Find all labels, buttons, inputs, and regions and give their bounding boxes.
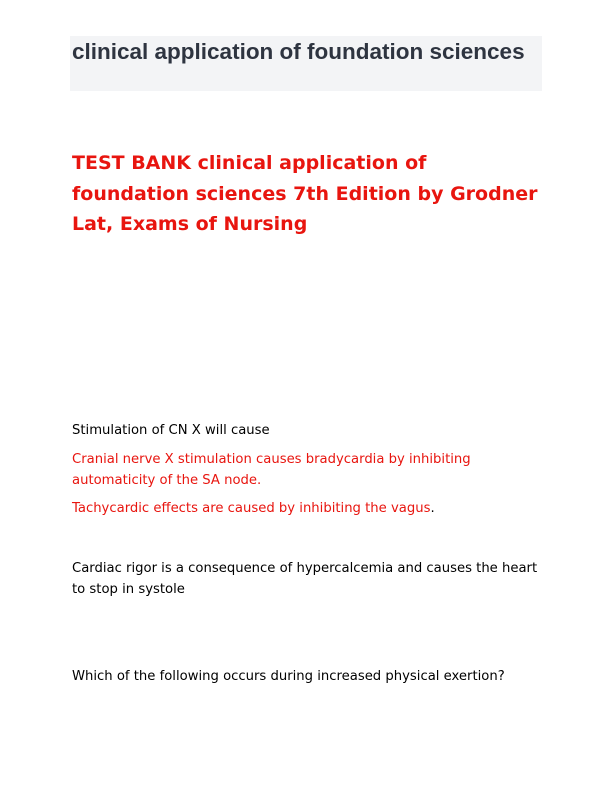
statement-cardiac-rigor: Cardiac rigor is a consequence of hypercalcemia and causes the heart to stop in systole xyxy=(72,561,538,597)
test-bank-headline: TEST BANK clinical application of foundation sciences 7th Edition by Grodner Lat, Exams of Nursing xyxy=(72,152,538,235)
answer-tachycardia xyxy=(72,499,542,520)
question-physical-exertion: Which of the following occurs during increased physical exertion? xyxy=(72,669,505,684)
document-title: clinical application of foundation sciences xyxy=(72,39,525,64)
question-cn-x: Stimulation of CN X will cause xyxy=(72,423,270,438)
answer-tachycardia-text: Tachycardic effects are caused by inhibiting the vagus xyxy=(72,501,431,516)
answer-tachycardia-period: . xyxy=(430,501,435,516)
answer-bradycardia: Cranial nerve X stimulation causes bradycardia by inhibiting automaticity of the SA node. xyxy=(72,452,471,488)
